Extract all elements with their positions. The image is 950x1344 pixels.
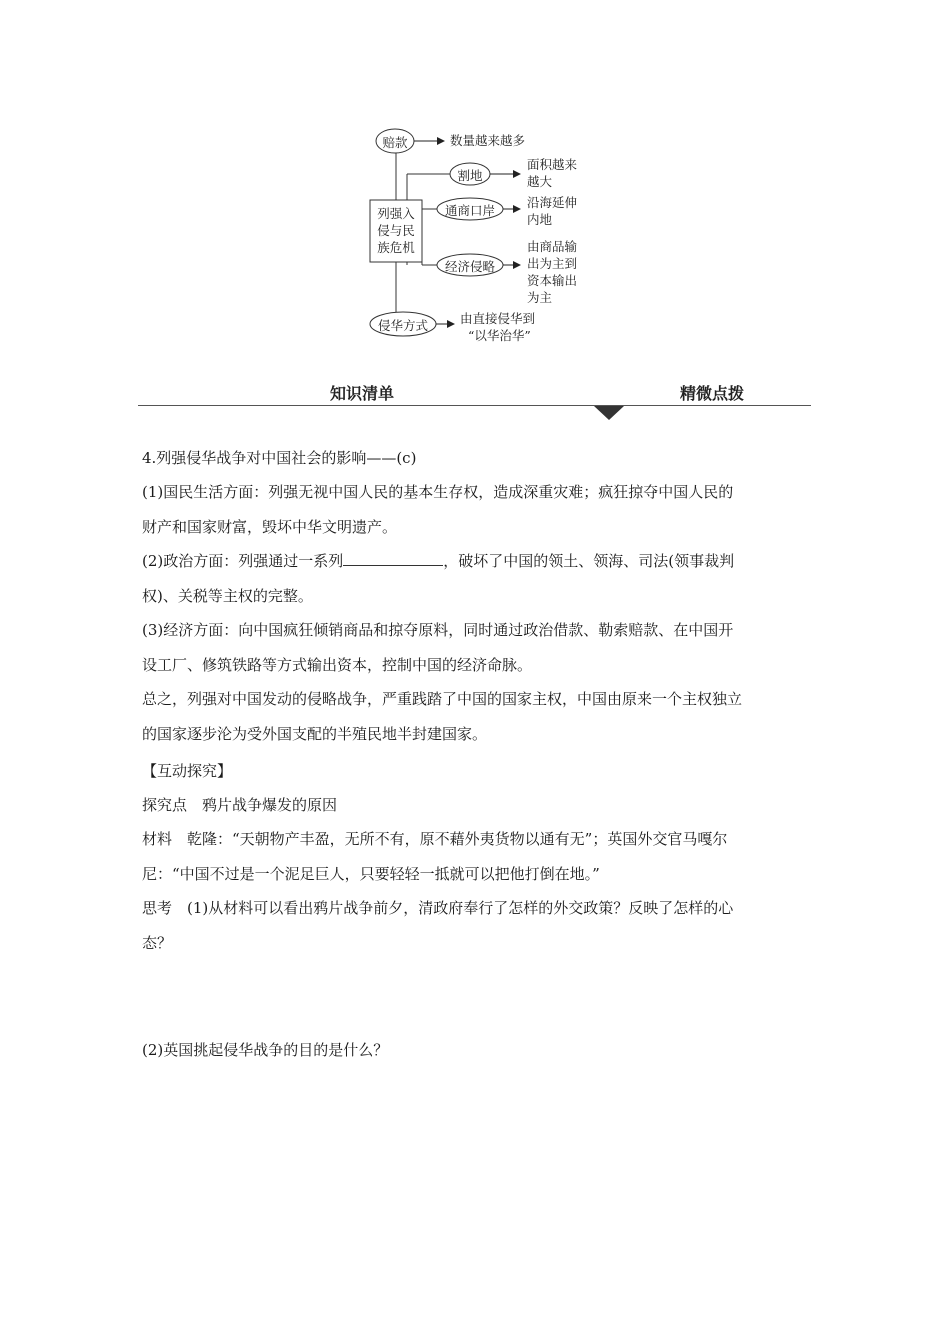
question-line: 思考 (1)从材料可以看出鸦片战争前夕，清政府奉行了怎样的外交政策？反映了怎样的心	[142, 899, 734, 917]
header-key-points: 精微点拨	[680, 384, 745, 403]
text-span: ，破坏了中国的领土、领海、司法(领事裁判	[443, 552, 735, 570]
result-line: 面积越来	[527, 157, 578, 172]
diagram-center	[370, 205, 422, 256]
result-line: 内地	[527, 212, 553, 227]
triangle-marker-icon	[594, 406, 624, 420]
diagram-center-line: 列强入	[377, 206, 415, 221]
diagram-center-line: 侵与民	[377, 223, 415, 238]
result-line: 出为主到	[527, 256, 578, 271]
result-treaty-ports	[527, 194, 577, 228]
node-treaty-ports: 通商口岸	[444, 203, 495, 218]
node-aggression-mode: 侵华方式	[377, 318, 428, 333]
text-line: 财产和国家财富，毁坏中华文明遗产。	[142, 518, 398, 536]
material-line: 材料 乾隆：“天朝物产丰盈，无所不有，原不藉外夷货物以通有无”；英国外交官马嘎尔	[142, 830, 728, 848]
text-line: 的国家逐步沦为受外国支配的半殖民地半封建国家。	[142, 725, 488, 743]
text-span: (2)政治方面：列强通过一系列	[142, 552, 344, 570]
result-line: 由直接侵华到	[460, 311, 536, 326]
concept-diagram	[360, 120, 600, 348]
text-line: (3)经济方面：向中国疯狂倾销商品和掠夺原料，同时通过政治借款、勒索赔款、在中国开	[142, 621, 734, 639]
section-title: 4.列强侵华战争对中国社会的影响——(c)	[142, 449, 417, 467]
result-economic-aggression	[527, 238, 577, 306]
result-cession	[527, 156, 577, 190]
section-heading: 【互动探究】	[142, 762, 233, 780]
result-line: 为主	[527, 290, 553, 305]
result-aggression-mode	[460, 310, 535, 344]
result-line: “以华治华”	[468, 328, 531, 343]
text-line: 设工厂、修筑铁路等方式输出资本，控制中国的经济命脉。	[142, 656, 533, 674]
header-knowledge-list: 知识清单	[330, 384, 395, 403]
diagram-center-line: 族危机	[377, 240, 415, 255]
question-line: (2)英国挑起侵华战争的目的是什么？	[142, 1041, 389, 1059]
result-line: 数量越来越多	[450, 133, 526, 148]
text-line: (1)国民生活方面：列强无视中国人民的基本生存权，造成深重灾难；疯狂掠夺中国人民的	[142, 483, 734, 501]
inquiry-point: 探究点 鸦片战争爆发的原因	[142, 796, 338, 814]
header-divider	[138, 405, 811, 406]
material-line: 尼：“中国不过是一个泥足巨人，只要轻轻一抵就可以把他打倒在地。”	[142, 865, 600, 883]
result-line: 沿海延伸	[527, 195, 578, 210]
result-line: 资本输出	[527, 273, 578, 288]
result-line: 由商品输	[527, 239, 578, 254]
node-indemnity: 赔款	[382, 135, 408, 150]
question-line: 态？	[142, 934, 173, 952]
node-cession: 割地	[457, 168, 483, 183]
text-line-with-blank	[142, 551, 734, 571]
node-economic-aggression: 经济侵略	[444, 259, 495, 274]
fill-in-blank[interactable]	[343, 551, 443, 566]
result-indemnity	[450, 132, 525, 149]
text-line: 总之，列强对中国发动的侵略战争，严重践踏了中国的国家主权，中国由原来一个主权独立	[142, 690, 743, 708]
result-line: 越大	[527, 174, 553, 189]
text-line: 权)、关税等主权的完整。	[142, 587, 313, 605]
